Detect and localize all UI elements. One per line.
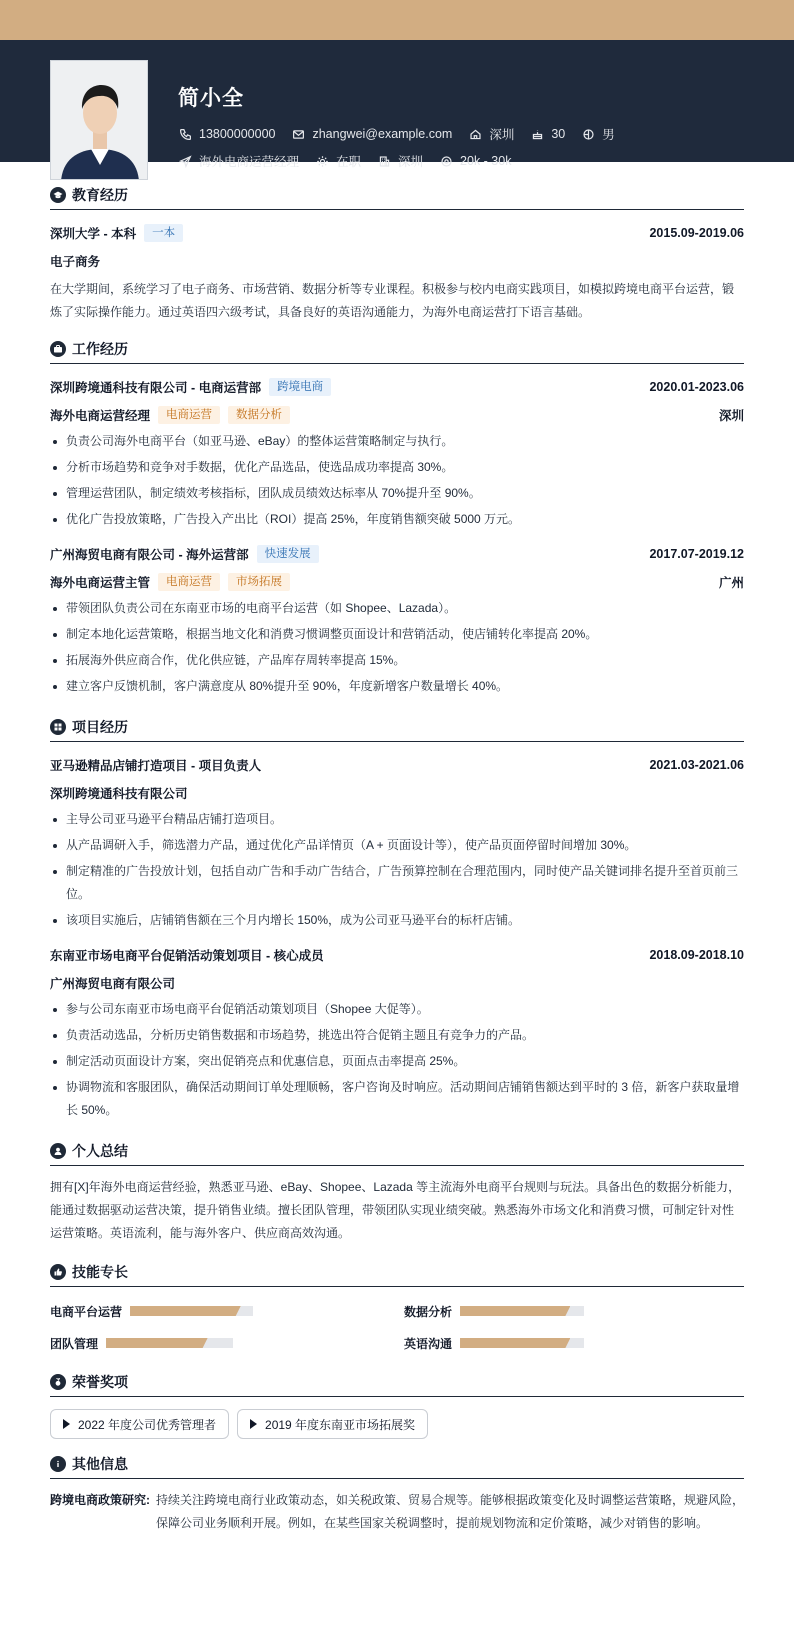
summary-section [50,1136,744,1245]
project-bullets [50,808,744,932]
section-title: 教育经历 [72,186,128,203]
section-header [50,712,744,742]
gender-icon [581,127,595,141]
skill-bar-fill [460,1306,570,1316]
list-item: 建立客户反馈机制，客户满意度从 80%提升至 90%，年度新增客户数量增长 40%。 [50,675,744,698]
company-name: 深圳跨境通科技有限公司 - 电商运营部 [50,381,262,395]
award-label: 2022 年度公司优秀管理者 [78,1417,217,1432]
major-name: 电子商务 [50,255,101,269]
education-description: 在大学期间，系统学习了电子商务、市场营销、数据分析等专业课程。积极参与校内电商实践项目，如模拟跨境电商平台运营，锻炼了实际操作能力。通过英语四六级考试，具备良好的英语沟通能力，为海外电商运营打下语言基础。 [50,282,735,319]
gender-text: 男 [602,128,615,142]
skill-bar [460,1306,584,1316]
skill-bar-fill [106,1338,208,1348]
section-header [50,334,744,364]
list-item: 负责公司海外电商平台（如亚马逊、eBay）的整体运营策略制定与执行。 [50,430,744,453]
phone-icon [178,127,192,141]
skill-item [404,1327,744,1359]
skill-tag: 电商运营 [158,573,220,591]
send-icon [178,154,192,168]
work-entry [50,376,744,531]
mail-icon [291,127,305,141]
list-item: 制定本地化运营策略，根据当地文化和消费习惯调整页面设计和营销活动，使店铺转化率提高 20%。 [50,623,744,646]
project-period: 2021.03-2021.06 [649,758,744,772]
section-title: 工作经历 [72,340,128,357]
accent-band [0,0,794,40]
section-title: 其他信息 [72,1455,128,1472]
skill-tag: 市场拓展 [228,573,290,591]
list-item: 优化广告投放策略，广告投入产出比（ROI）提高 25%，年度销售额突破 5000 万元。 [50,508,744,531]
target-city-item [377,152,423,170]
list-item: 管理运营团队，制定绩效考核指标，团队成员绩效达标率从 70%提升至 90%。 [50,482,744,505]
other-section [50,1449,744,1535]
skills-section [50,1257,744,1359]
profile-header [0,40,794,169]
position-row [50,404,744,426]
list-item: 制定活动页面设计方案，突出促销亮点和优惠信息，页面点击率提高 25%。 [50,1050,744,1073]
work-section [50,334,744,698]
list-item: 分析市场趋势和竞争对手数据，优化产品选品，使选品成功率提高 30%。 [50,456,744,479]
major-row [50,250,744,272]
education-period: 2015.09-2019.06 [649,226,744,240]
section-title: 项目经历 [72,718,128,735]
info-icon [50,1456,66,1472]
skill-name: 数据分析 [404,1304,453,1319]
project-period: 2018.09-2018.10 [649,948,744,962]
salary-text: 20k - 30k [460,154,512,168]
play-icon [63,1419,70,1429]
work-bullets [50,597,744,698]
salary-item [439,154,511,168]
project-company: 深圳跨境通科技有限公司 [50,787,188,801]
project-row [50,754,744,776]
award-chip [50,1409,229,1439]
list-item: 参与公司东南亚市场电商平台促销活动策划项目（Shopee 大促等）。 [50,998,744,1021]
work-city: 深圳 [718,409,744,423]
company-tag: 跨境电商 [269,378,331,396]
section-title: 荣誉奖项 [72,1373,128,1390]
age-text: 30 [551,127,566,141]
project-entry [50,944,744,1122]
target-job-text: 海外电商运营经理 [199,155,300,169]
profile-photo [50,60,148,180]
grid-icon [50,719,66,735]
email-item [291,127,452,141]
project-entry [50,754,744,932]
home-icon [468,127,482,141]
status-item [315,152,361,170]
job-intent-row [178,152,527,170]
section-header [50,1257,744,1287]
skill-bar-fill [130,1306,241,1316]
position-title: 海外电商运营经理 [50,409,151,423]
cake-icon [530,127,544,141]
position-row [50,571,744,593]
work-entry [50,543,744,698]
project-name: 东南亚市场电商平台促销活动策划项目 - 核心成员 [50,949,324,963]
location-item [468,125,514,143]
skill-item [50,1327,390,1359]
gear-icon [315,154,329,168]
graduation-cap-icon [50,187,66,203]
section-title: 个人总结 [72,1142,128,1159]
phone-text: 13800000000 [199,127,276,141]
other-item [50,1489,744,1535]
candidate-name: 简小全 [178,87,244,110]
list-item: 带领团队负责公司在东南亚市场的电商平台运营（如 Shopee、Lazada）。 [50,597,744,620]
company-row [50,543,744,565]
contact-row [178,125,631,143]
list-item: 协调物流和客服团队，确保活动期间订单处理顺畅，客户咨询及时响应。活动期间店铺销售额达到平时的 3 倍，新客户获取量增长 50%。 [50,1076,744,1122]
section-header [50,1449,744,1479]
skill-bar [130,1306,253,1316]
section-header [50,180,744,210]
phone-item [178,127,275,141]
other-text: 持续关注跨境电商行业政策动态，如关税政策、贸易合规等。能够根据政策变化及时调整运营策略，规避风险，保障公司业务顺利开展。例如，在某些国家关税调整时，提前规划物流和定价策略，减少对销售的影响。 [156,1493,745,1530]
medal-icon [50,1374,66,1390]
section-title: 技能专长 [72,1263,128,1280]
section-header [50,1367,744,1397]
status-text: 在职 [336,155,362,169]
school-tag: 一本 [144,224,183,242]
project-name: 亚马逊精品店铺打造项目 - 项目负责人 [50,759,262,773]
summary-text: 拥有[X]年海外电商运营经验，熟悉亚马逊、eBay、Shopee、Lazada 等主流海外电商平台规则与玩法。具备出色的数据分析能力，能通过数据驱动运营决策，提升销售业绩。擅长团队管理，带领团队实现业绩突破。熟悉海外市场文化和消费习惯，可制定针对性运营策略。英语流利，能与海外客户、供应商高效沟通。 [50,1180,741,1240]
list-item: 主导公司亚马逊平台精品店铺打造项目。 [50,808,744,831]
project-company: 广州海贸电商有限公司 [50,977,176,991]
section-header [50,1136,744,1166]
briefcase-icon [50,341,66,357]
other-label: 跨境电商政策研究: [50,1493,150,1507]
education-section [50,180,744,324]
work-bullets [50,430,744,531]
skill-tag: 数据分析 [228,406,290,424]
list-item: 该项目实施后，店铺销售额在三个月内增长 150%，成为公司亚马逊平台的标杆店铺。 [50,909,744,932]
skill-name: 电商平台运营 [50,1304,123,1319]
list-item: 负责活动选品，分析历史销售数据和市场趋势，挑选出符合促销主题且有竞争力的产品。 [50,1024,744,1047]
play-icon [250,1419,257,1429]
position-title: 海外电商运营主管 [50,576,151,590]
education-row [50,222,744,244]
target-job-item [178,152,299,170]
skill-bar [106,1338,233,1348]
skills-grid [50,1295,744,1359]
project-company-row [50,972,744,994]
company-row [50,376,744,398]
list-item: 制定精准的广告投放计划，包括自动广告和手动广告结合，广告预算控制在合理范围内，同时使产品关键词排名提升至首页前三位。 [50,860,744,906]
skill-bar-fill [460,1338,570,1348]
skill-name: 英语沟通 [404,1336,453,1351]
school-name: 深圳大学 - 本科 [50,227,137,241]
skill-item [404,1295,744,1327]
award-chip [237,1409,428,1439]
project-row [50,944,744,966]
gender-item [581,125,615,143]
skill-item [50,1295,390,1327]
award-label: 2019 年度东南亚市场拓展奖 [265,1417,416,1432]
building-icon [377,154,391,168]
company-name: 广州海贸电商有限公司 - 海外运营部 [50,548,249,562]
age-item [530,127,565,141]
project-bullets [50,998,744,1122]
user-icon [50,1143,66,1159]
target-city-text: 深圳 [398,155,424,169]
location-text: 深圳 [489,128,515,142]
projects-section [50,712,744,1122]
work-period: 2017.07-2019.12 [649,547,744,561]
company-tag: 快速发展 [257,545,319,563]
awards-list [50,1409,744,1439]
list-item: 从产品调研入手，筛选潜力产品，通过优化产品详情页（A + 页面设计等），使产品页面停留时间增加 30%。 [50,834,744,857]
list-item: 拓展海外供应商合作，优化供应链，产品库存周转率提高 15%。 [50,649,744,672]
thumbs-up-icon [50,1264,66,1280]
work-city: 广州 [718,576,744,590]
coin-icon [439,154,453,168]
awards-section [50,1367,744,1439]
skill-name: 团队管理 [50,1336,99,1351]
resume-body [50,176,744,1535]
skill-bar [460,1338,584,1348]
skill-tag: 电商运营 [158,406,220,424]
project-company-row [50,782,744,804]
email-text: zhangwei@example.com [312,127,453,141]
work-period: 2020.01-2023.06 [649,380,744,394]
